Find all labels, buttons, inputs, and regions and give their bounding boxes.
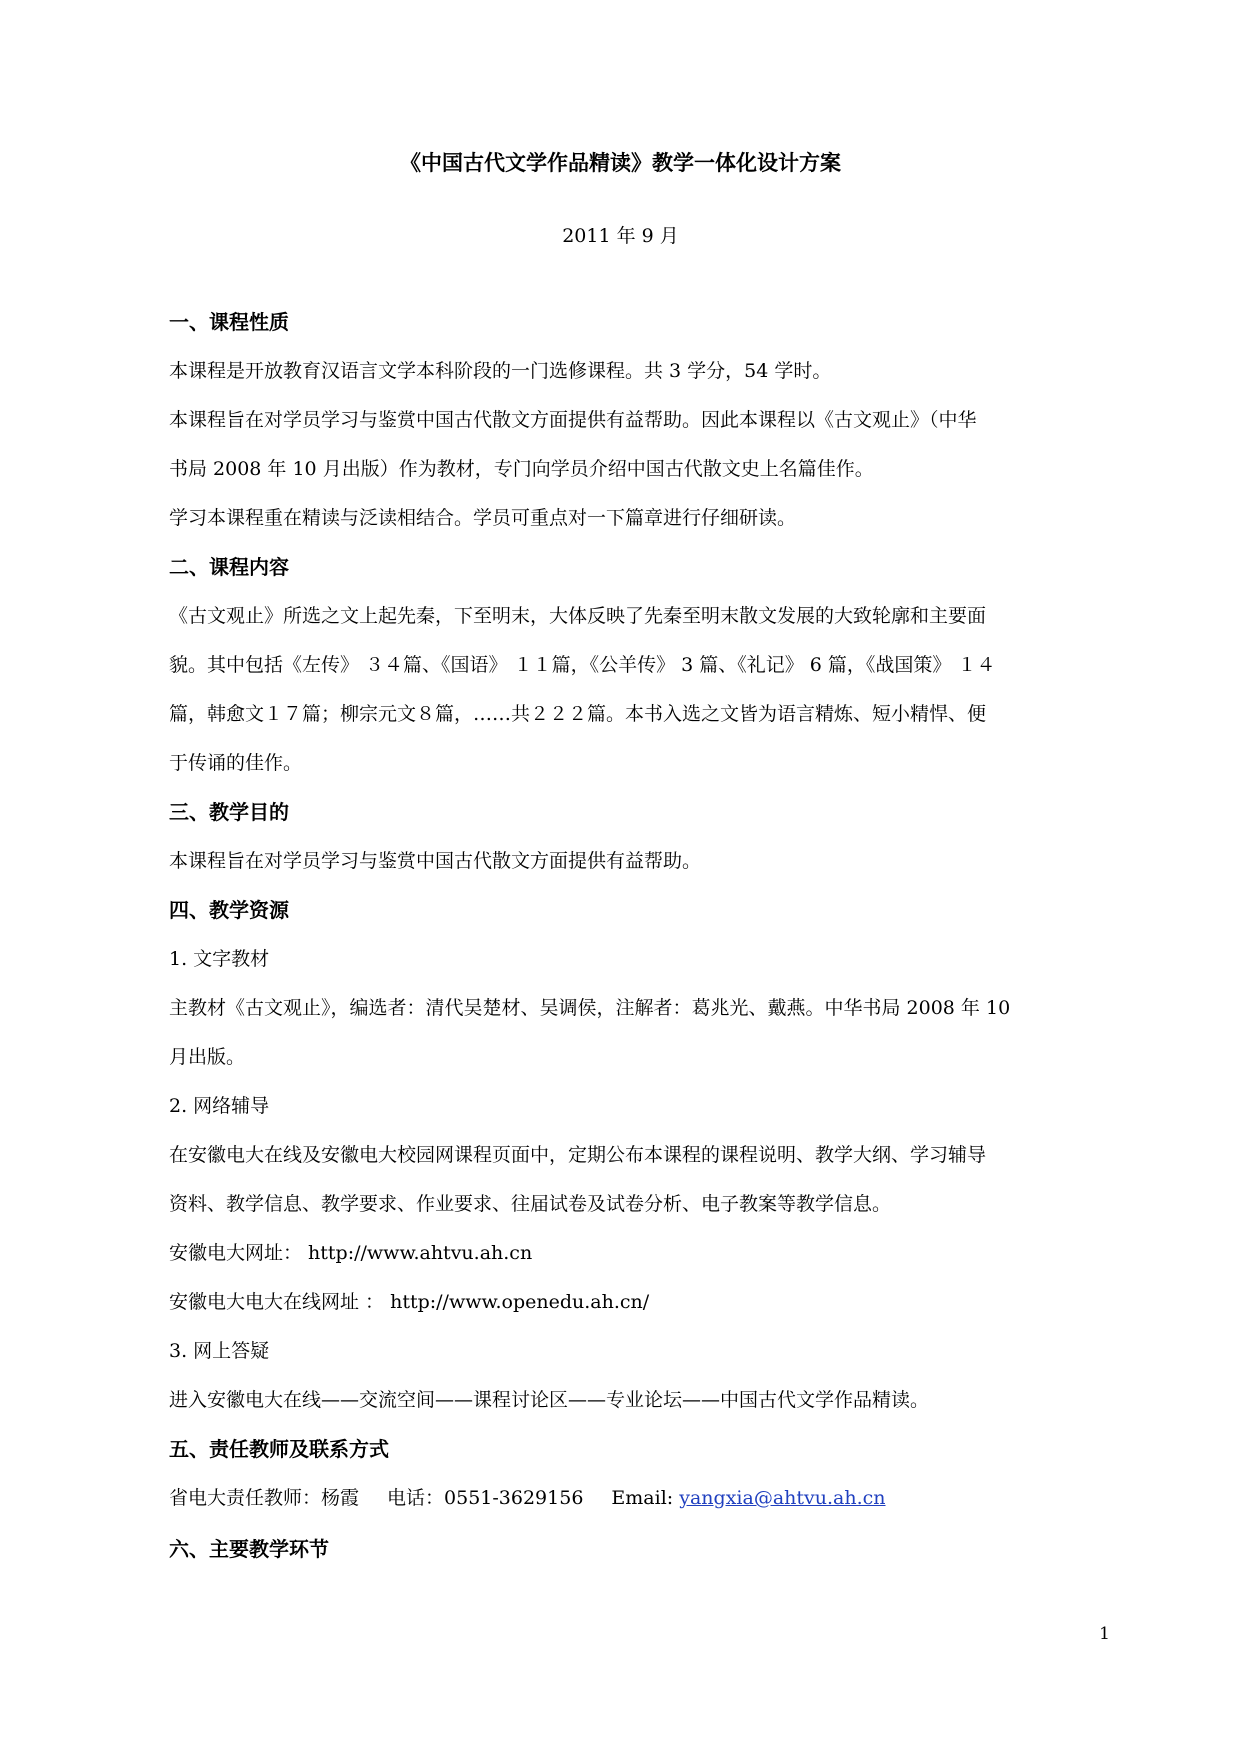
section-heading-teaching-steps: 六、主要教学环节 <box>169 1537 329 1561</box>
website-line: 安徽电大电大在线网址 ： http://www.openedu.ah.cn/ <box>169 1291 650 1313</box>
subheading-online-tutoring: 2. 网络辅导 <box>169 1095 270 1117</box>
paragraph-line: 学习本课程重在精读与泛读相结合。学员可重点对一下篇章进行仔细研读。 <box>169 507 797 529</box>
contact-email-label: Email: <box>611 1487 674 1509</box>
section-heading-course-content: 二、课程内容 <box>169 555 289 579</box>
section-heading-contact: 五、责任教师及联系方式 <box>169 1437 389 1461</box>
section-heading-teaching-resources: 四、教学资源 <box>169 898 289 922</box>
paragraph-line: 本课程是开放教育汉语言文学本科阶段的一门选修课程。共 3 学分，54 学时。 <box>169 360 832 382</box>
subheading-online-qa: 3. 网上答疑 <box>169 1340 270 1362</box>
contact-teacher: 省电大责任教师：杨霞 <box>169 1487 360 1509</box>
contact-email-link[interactable]: yangxia@ahtvu.ah.cn <box>679 1487 886 1509</box>
contact-phone: 电话：0551-3629156 <box>387 1487 584 1509</box>
paragraph-line: 资料、教学信息、教学要求、作业要求、往届试卷及试卷分析、电子教案等教学信息。 <box>169 1193 892 1215</box>
paragraph-line: 本课程旨在对学员学习与鉴赏中国古代散文方面提供有益帮助。因此本课程以《古文观止》（中华 <box>169 409 977 431</box>
paragraph-line: 主教材《古文观止》，编选者：清代吴楚材、吴调侯，注解者：葛兆光、戴燕。中华书局 2008 年 10 <box>169 997 1011 1019</box>
paragraph-line: 进入安徽电大在线——交流空间——课程讨论区——专业论坛——中国古代文学作品精读。 <box>169 1389 930 1411</box>
paragraph-line: 在安徽电大在线及安徽电大校园网课程页面中，定期公布本课程的课程说明、教学大纲、学习辅导 <box>169 1144 987 1166</box>
paragraph-line: 貌。其中包括《左传》 ３４篇、《国语》 １１篇，《公羊传》 3 篇、《礼记》 6 篇，《战国策》 １４ <box>169 654 996 676</box>
contact-line <box>169 1474 1104 1523</box>
website-line: 安徽电大网址： http://www.ahtvu.ah.cn <box>169 1242 533 1264</box>
document-body <box>169 298 1104 1575</box>
document-date: 2011 年 9 月 <box>562 225 679 247</box>
paragraph-line: 本课程旨在对学员学习与鉴赏中国古代散文方面提供有益帮助。 <box>169 850 702 872</box>
paragraph-line: 月出版。 <box>169 1046 246 1068</box>
section-heading-teaching-goal: 三、教学目的 <box>169 800 289 824</box>
document-title: 《中国古代文学作品精读》教学一体化设计方案 <box>400 151 841 175</box>
paragraph-line: 篇，韩愈文１７篇；柳宗元文８篇，……共２２２篇。本书入选之文皆为语言精炼、短小精悍、便 <box>169 703 987 725</box>
paragraph-line: 于传诵的佳作。 <box>169 752 303 774</box>
subheading-text-materials: 1. 文字教材 <box>169 948 270 970</box>
paragraph-line: 《古文观止》所选之文上起先秦，下至明末，大体反映了先秦至明末散文发展的大致轮廓和主要面 <box>169 605 987 627</box>
page-number: 1 <box>1099 1624 1110 1644</box>
paragraph-line: 书局 2008 年 10 月出版）作为教材，专门向学员介绍中国古代散文史上名篇佳作。 <box>169 458 874 480</box>
section-heading-course-nature: 一、课程性质 <box>169 310 289 334</box>
